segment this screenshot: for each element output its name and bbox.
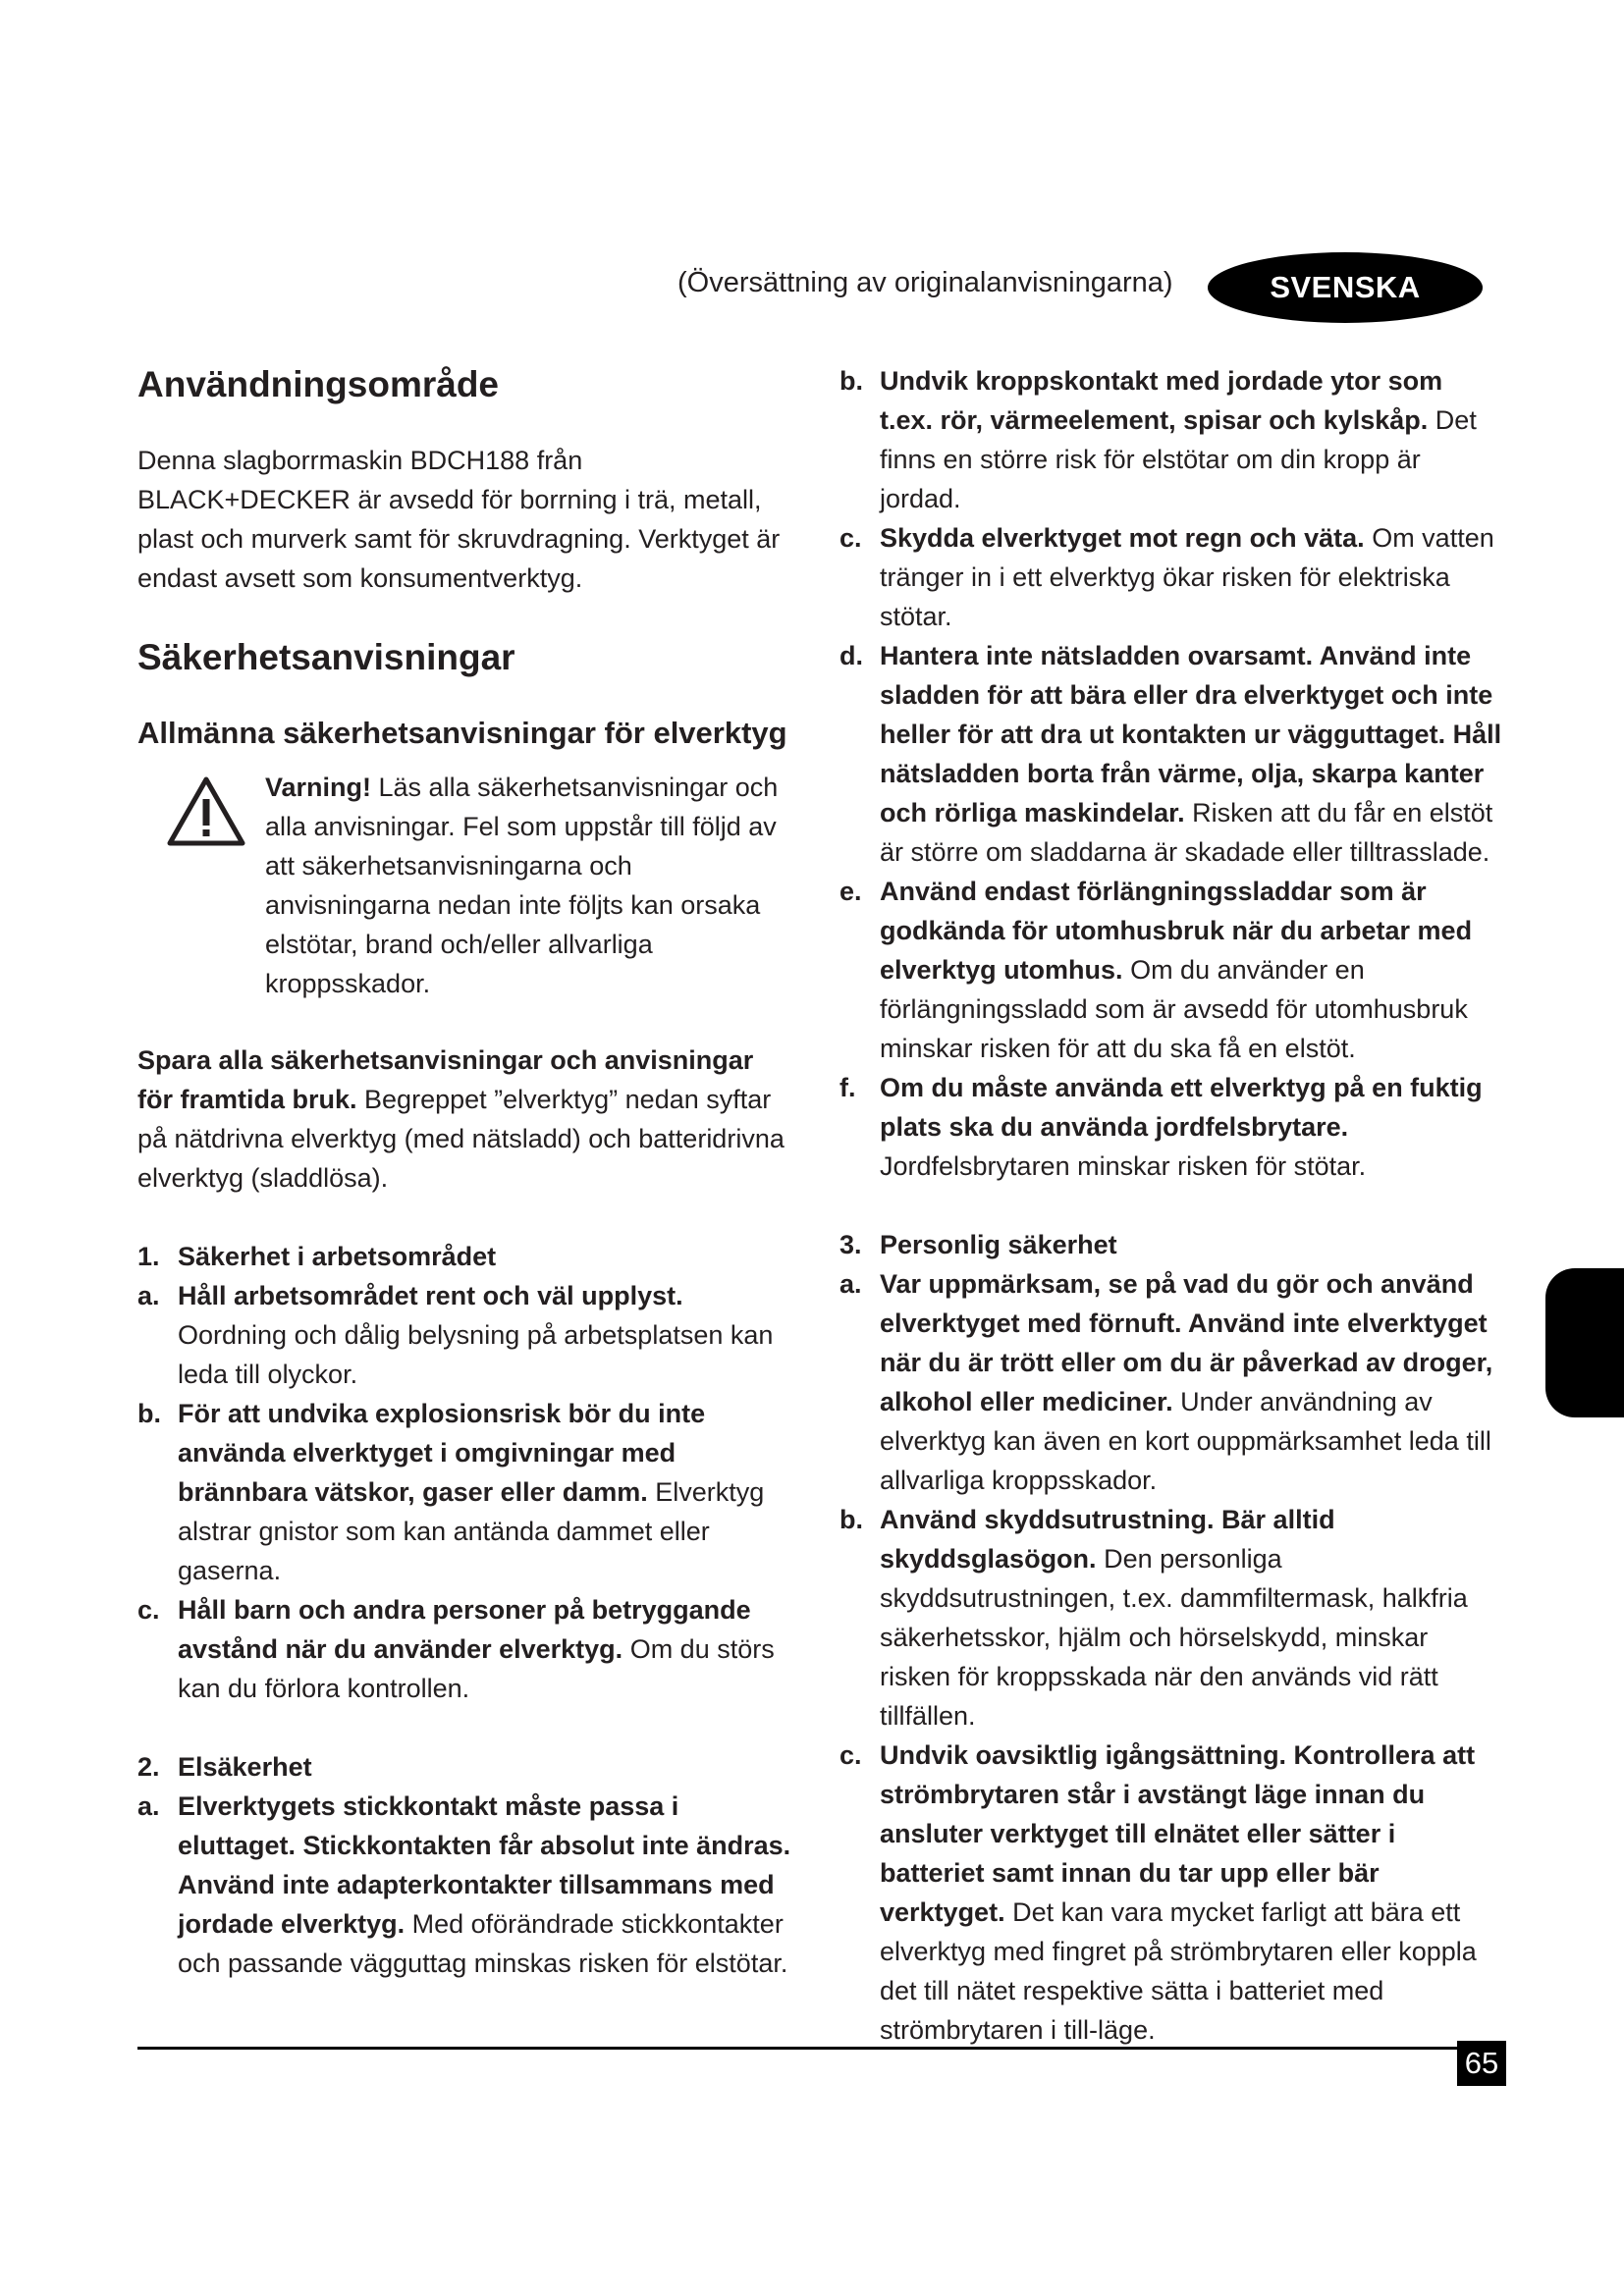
footer-rule [137,2047,1483,2050]
list-item-2e: e. Använd endast förlängningssladdar som är godkända för utomhusbruk när du arbetar med elverktyg utomhus. Om du använder en förlängningssladd som är avsedd för utomhusbruk minskar risken för att du ska få en elstöt. [839,877,1473,1063]
page-number: 65 [1457,2041,1506,2086]
language-label: SVENSKA [1270,270,1421,304]
list-item-2f: f. Om du måste använda ett elverktyg på en fuktig plats ska du använda jordfelsbrytare. Jordfelsbrytaren minskar risken för stötar. [839,1073,1483,1181]
list-item-3c: c. Undvik oavsiktlig igångsättning. Kontrollera att strömbrytaren står i avstängt läge innan du ansluter verktyget till elnätet eller sätter i batteriet samt innan du tar upp eller bär verktyget. Det kan vara mycket farligt att bära ett elverktyg med fingret på strömbrytaren eller koppla det till nätet respektive sätta i batteriet med strömbrytaren i till-läge. [839,1740,1477,2045]
section-2-heading: 2. Elsäkerhet [137,1752,312,1782]
list-item-1c: c. Håll barn och andra personer på betryggande avstånd när du använder elverktyg. Om du störs kan du förlora kontrollen. [137,1595,775,1703]
left-column [137,361,795,1983]
safety-heading: Säkerhetsanvisningar [137,637,515,677]
translation-note: (Översättning av originalanvisningarna) [677,267,1173,298]
general-heading: Allmänna säkerhetsanvisningar för elverktyg [137,716,787,750]
section-3-heading: 3. Personlig säkerhet [839,1230,1117,1259]
list-item-2b: b. Undvik kroppskontakt med jordade ytor som t.ex. rör, värmeelement, spisar och kylskåp. Det finns en större risk för elstötar om din kropp är jordad. [839,366,1477,513]
save-instructions: Spara alla säkerhetsanvisningar och anvisningar för framtida bruk. Begreppet ”elverktyg” nedan syftar på nätdrivna elverktyg (med nätsladd) och batteridrivna elverktyg (sladdlösa). [137,1045,785,1193]
use-paragraph: Denna slagborrmaskin BDCH188 från BLACK+DECKER är avsedd för borrning i trä, metall, plast och murverk samt för skruvdragning. Verktyget är endast avsett som konsumentverktyg. [137,446,781,593]
section-1-heading: 1. Säkerhet i arbetsområdet [137,1242,497,1271]
warning-triangle-icon [167,775,245,846]
list-item-1b: b. För att undvika explosionsrisk bör du inte använda elverktyget i omgivningar med brännbara vätskor, gaser eller damm. Elverktyg alstrar gnistor som kan antända dammet eller gaserna. [137,1399,765,1585]
warning-label: Varning! [265,773,372,802]
list-item-2c: c. Skydda elverktyget mot regn och väta. Om vatten tränger in i ett elverktyg ökar risken för elektriska stötar. [839,523,1494,631]
list-item-3b: b. Använd skyddsutrustning. Bär alltid skyddsglasögon. Den personliga skyddsutrustningen, t.ex. dammfiltermask, halkfria säkerhetsskor, hjälm och hörselskydd, minskar risken för kroppsskada när den används vid rätt tillfällen. [839,1505,1468,1731]
warning-text: Läs alla säkerhetsanvisningar och alla anvisningar. Fel som uppstår till följd av att säkerhetsanvisningarna och anvisningarna nedan inte följts kan orsaka elstötar, brand och/eller allvarliga kroppsskador. [265,773,779,998]
section-side-tab [1545,1268,1624,1417]
list-item-2d: d. Hantera inte nätsladden ovarsamt. Använd inte sladden för att bära eller dra elverktyget och inte heller för att dra ut kontakten ur vägguttaget. Håll nätsladden borta från värme, olja, skarpa kanter och rörliga maskindelar. Risken att du får en elstöt är större om sladdarna är skadade eller tilltrasslade. [839,641,1502,867]
list-item-2a: a. Elverktygets stickkontakt måste passa i eluttaget. Stickkontakten får absolut inte ändras. Använd inte adapterkontakter tillsammans med jordade elverktyg. Med oförändrade stickkontakter och passande vägguttag minskas risken för elstötar. [137,1791,791,1978]
right-column [839,361,1502,2050]
list-item-1a: a. Håll arbetsområdet rent och väl upplyst. Oordning och dålig belysning på arbetsplatsen kan leda till olyckor. [137,1281,774,1389]
list-item-3a: a. Var uppmärksam, se på vad du gör och använd elverktyget med förnuft. Använd inte elverktyget när du är trött eller om du är påverkad av droger, alkohol eller mediciner. Under användning av elverktyg kan även en kort ouppmärksamhet leda till allvarliga kroppsskador. [839,1269,1493,1495]
warning-block [137,768,795,1003]
use-heading: Användningsområde [137,364,499,404]
